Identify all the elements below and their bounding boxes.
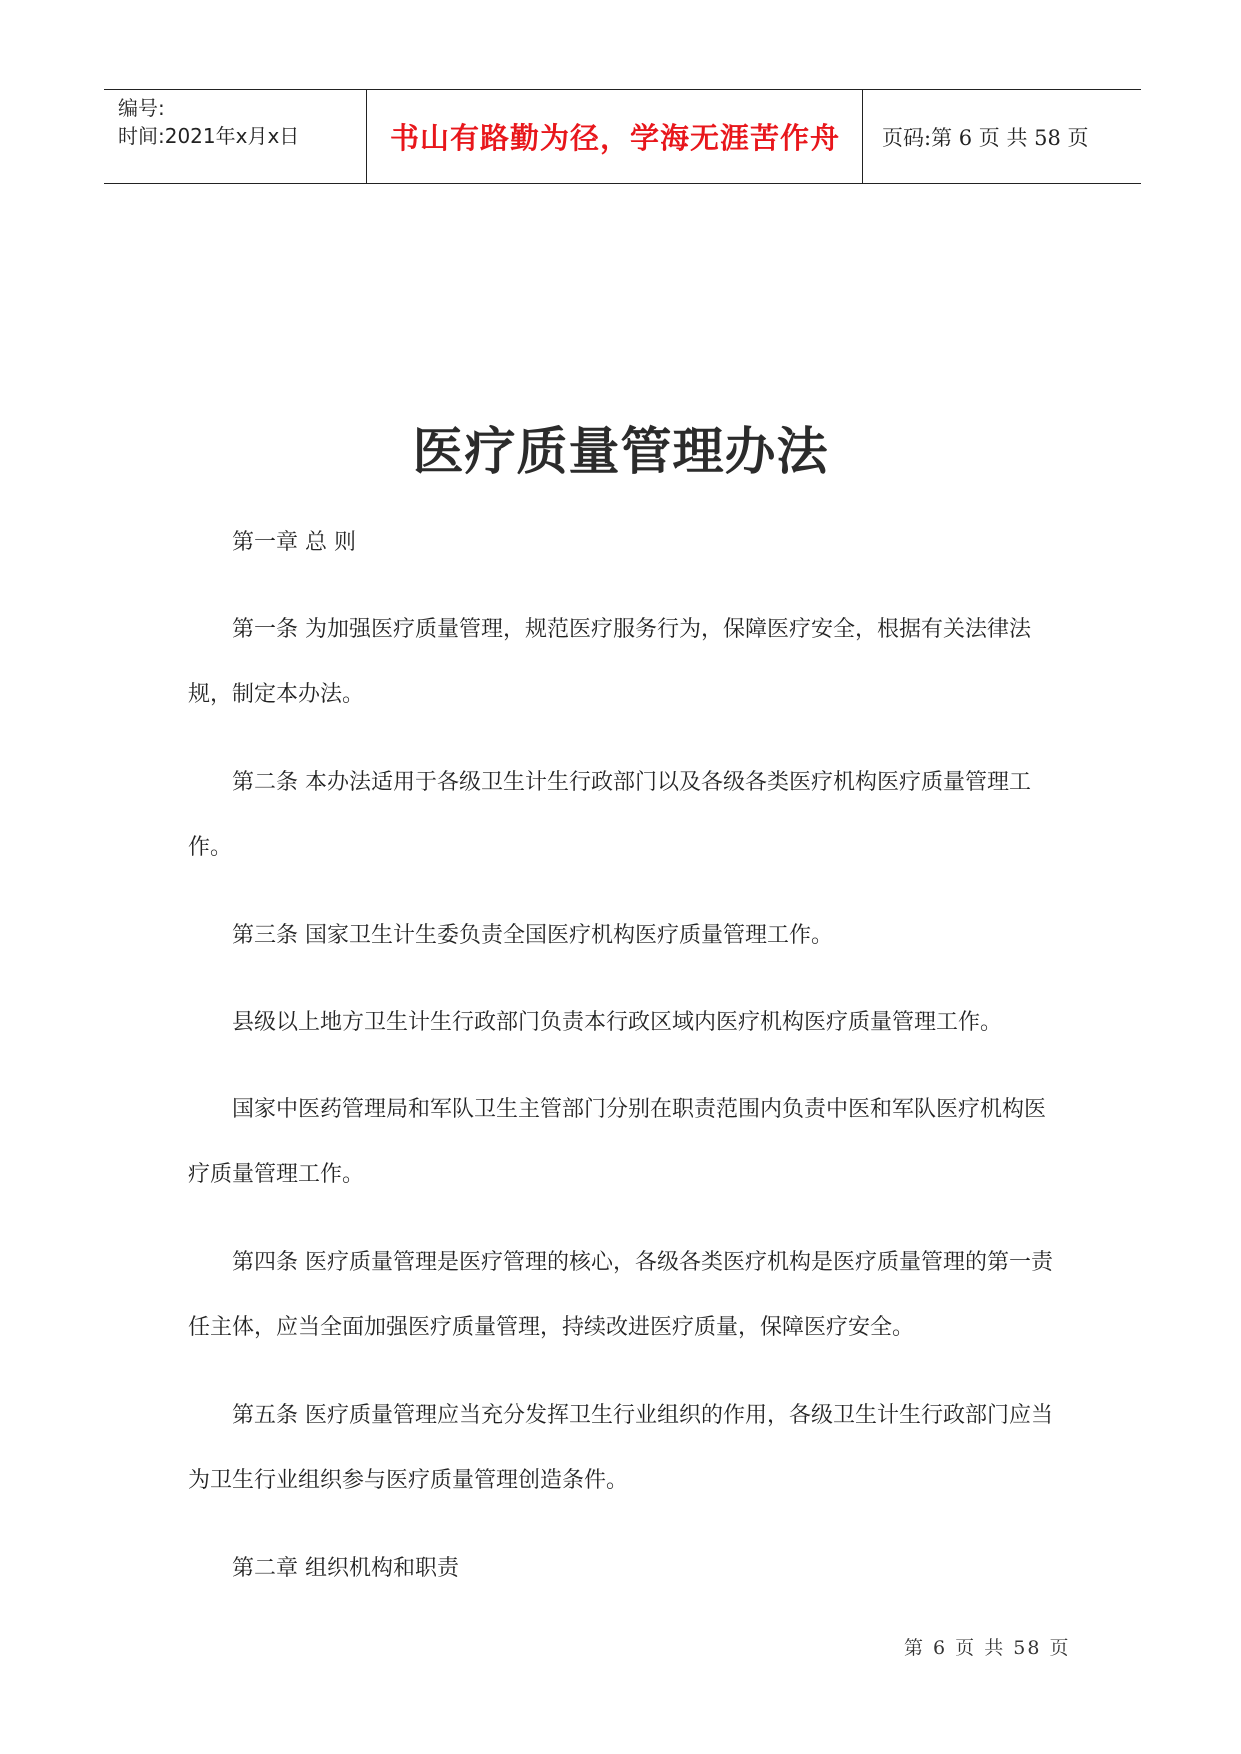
header-divider (366, 90, 367, 183)
header-page-info: 页码:第 6 页 共 58 页 (882, 125, 1089, 150)
chapter-heading: 第二章 组织机构和职责 (232, 1556, 459, 1581)
document-title: 医疗质量管理办法 (412, 423, 829, 482)
article-paragraph: 第一条 为加强医疗质量管理，规范医疗服务行为，保障医疗安全，根据有关法律法规，制定本办法。 (188, 617, 1031, 707)
article-paragraph: 县级以上地方卫生计生行政部门负责本行政区域内医疗机构医疗质量管理工作。 (232, 1010, 1003, 1035)
header-meta (118, 94, 364, 179)
page-header-table (104, 89, 1141, 184)
document-number-label: 编号: (118, 96, 165, 120)
article-paragraph: 第五条 医疗质量管理应当充分发挥卫生行业组织的作用，各级卫生计生行政部门应当为卫生行业组织参与医疗质量管理创造条件。 (188, 1403, 1053, 1493)
article-paragraph: 第三条 国家卫生计生委负责全国医疗机构医疗质量管理工作。 (232, 923, 833, 948)
article-paragraph: 第四条 医疗质量管理是医疗管理的核心，各级各类医疗机构是医疗质量管理的第一责任主体，应当全面加强医疗质量管理，持续改进医疗质量，保障医疗安全。 (188, 1250, 1053, 1340)
document-time-label: 时间:2021年x月x日 (118, 124, 300, 148)
header-motto: 书山有路勤为径，学海无涯苦作舟 (389, 121, 840, 155)
document-body (188, 510, 1058, 1623)
article-paragraph: 第二条 本办法适用于各级卫生计生行政部门以及各级各类医疗机构医疗质量管理工作。 (188, 770, 1031, 860)
page-footer: 第 6 页 共 58 页 (904, 1637, 1071, 1659)
article-paragraph: 国家中医药管理局和军队卫生主管部门分别在职责范围内负责中医和军队医疗机构医疗质量管理工作。 (188, 1097, 1047, 1187)
chapter-heading: 第一章 总 则 (232, 530, 356, 555)
header-divider (862, 90, 863, 183)
